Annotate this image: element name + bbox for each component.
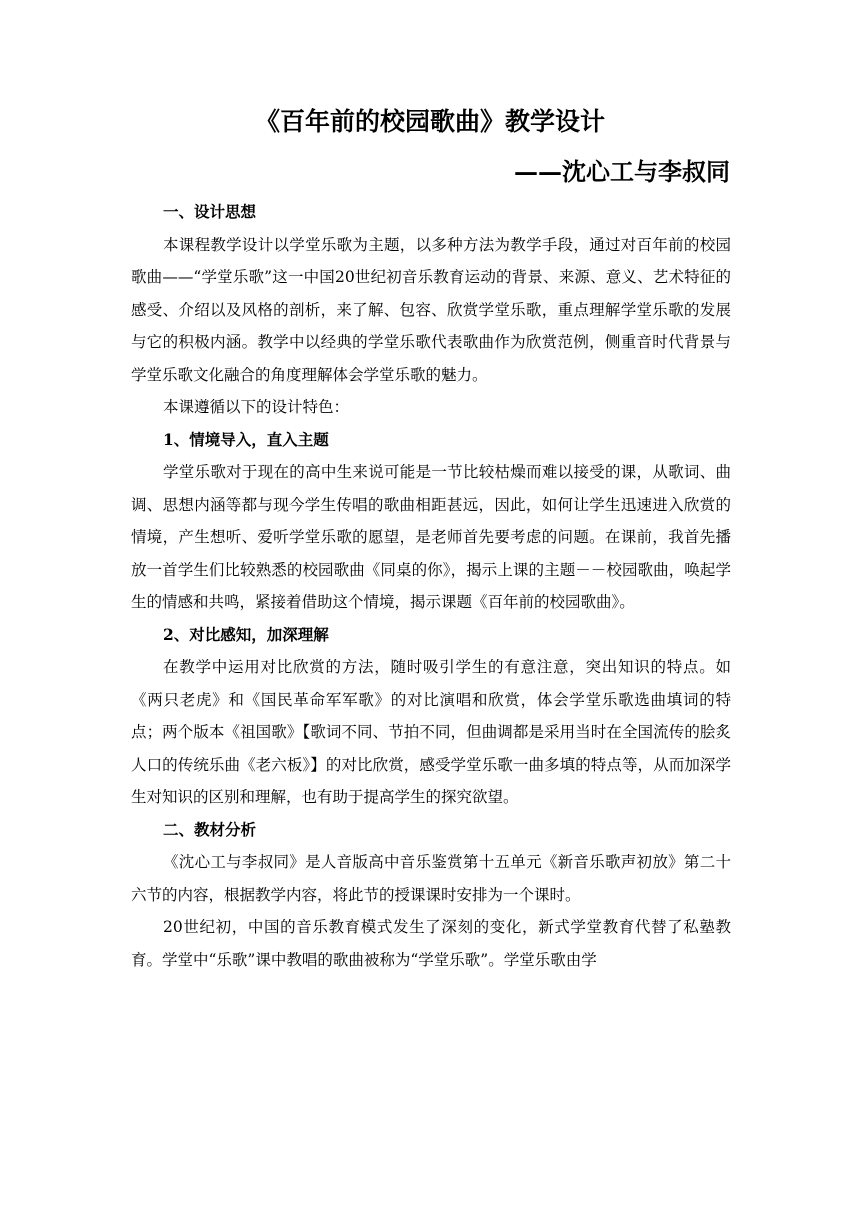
subheading-contrast-perception: 2、对比感知，加深理解 xyxy=(163,624,329,644)
paragraph-design-overview: 本课程教学设计以学堂乐歌为主题，以多种方法为教学手段，通过对百年前的校园歌曲——“学堂乐歌”这一中国20世纪初音乐教育运动的背景、来源、意义、艺术特征的感受、介绍以及风格的剖析，来了解、包容、欣赏学堂乐歌，重点理解学堂乐歌的发展与它的积极内涵。教学中以经典的学堂乐歌代表歌曲作为欣赏范例，侧重音时代背景与学堂乐歌文化融合的角度理解体会学堂乐歌的魅力。 xyxy=(131,235,731,384)
paragraph-scenario-intro: 学堂乐歌对于现在的高中生来说可能是一节比较枯燥而难以接受的课，从歌词、曲调、思想内涵等都与现今学生传唱的歌曲相距甚远，因此，如何让学生迅速进入欣赏的情境，产生想听、爱听学堂乐歌的愿望，是老师首先要考虑的问题。在课前，我首先播放一首学生们比较熟悉的校园歌曲《同桌的你》，揭示上课的主题－－校园歌曲，唤起学生的情感和共鸣，紧接着借助这个情境，揭示课题《百年前的校园歌曲》。 xyxy=(131,463,731,611)
paragraph-material-analysis: 《沈心工与李叔同》是人音版高中音乐鉴赏第十五单元《新音乐歌声初放》第二十六节的内容，根据教学内容，将此节的授课课时安排为一个课时。 xyxy=(131,853,731,904)
paragraph-design-features-intro: 本课遵循以下的设计特色： xyxy=(163,398,350,416)
document-title: 《百年前的校园歌曲》教学设计 xyxy=(254,107,605,136)
section-heading-material-analysis: 二、教材分析 xyxy=(163,819,257,839)
section-heading-design-idea: 一、设计思想 xyxy=(163,202,257,221)
document-subtitle: ——沈心工与李叔同 xyxy=(514,157,730,186)
subheading-scenario-intro: 1、情境导入，直入主题 xyxy=(163,429,329,449)
paragraph-historical-context: 20世纪初，中国的音乐教育模式发生了深刻的变化，新式学堂教育代替了私塾教育。学堂中“乐歌”课中教唱的歌曲被称为“学堂乐歌”。学堂乐歌由学 xyxy=(131,918,731,969)
paragraph-contrast-perception: 在教学中运用对比欣赏的方法，随时吸引学生的有意注意，突出知识的特点。如《两只老虎》和《国民革命军军歌》的对比演唱和欣赏，体会学堂乐歌选曲填词的特点；两个版本《祖国歌》【歌词不同、节拍不同，但曲调都是采用当时在全国流传的脍炙人口的传统乐曲《老六板》】的对比欣赏，感受学堂乐歌一曲多填的特点等，从而加深学生对知识的区别和理解，也有助于提高学生的探究欲望。 xyxy=(131,658,731,806)
document-body xyxy=(131,196,731,976)
